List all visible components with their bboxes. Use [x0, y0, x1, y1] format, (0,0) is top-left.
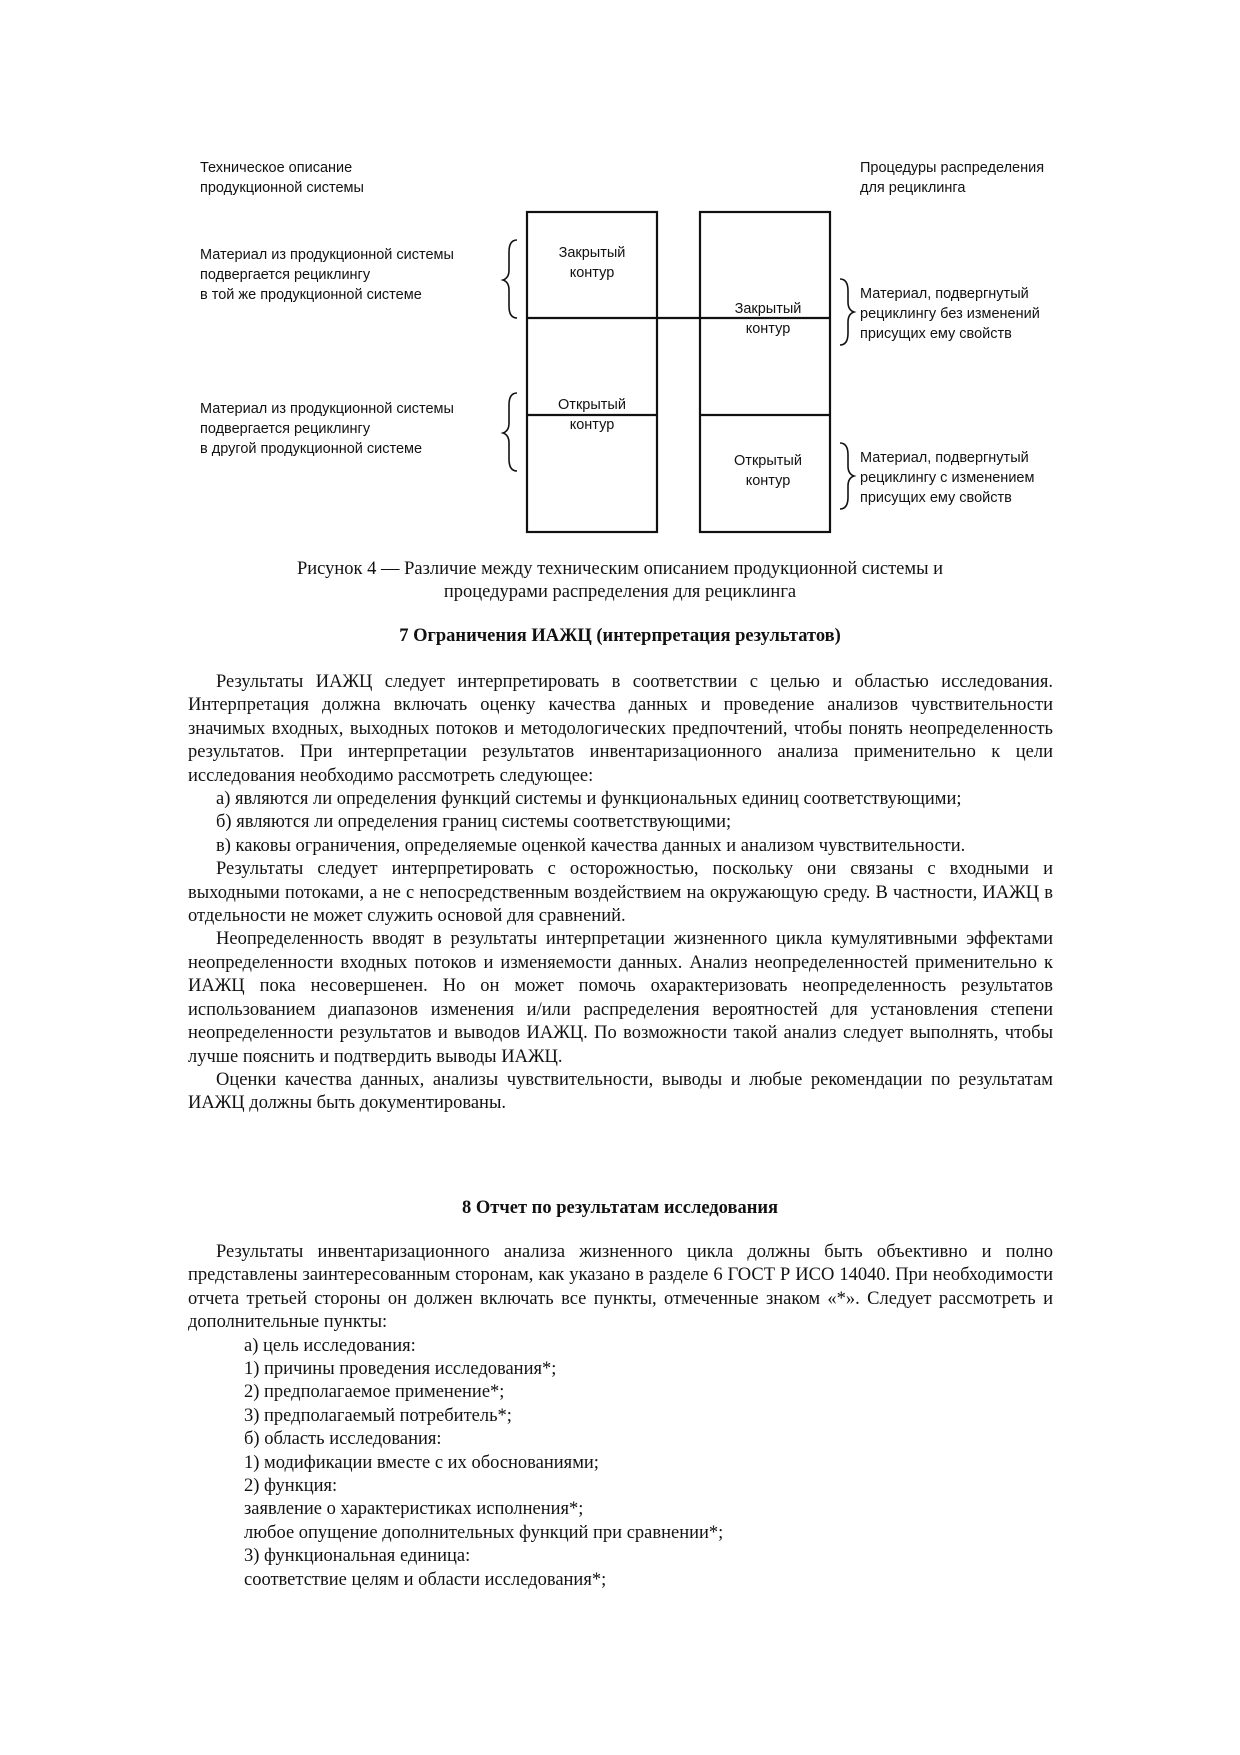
- s7-item-a: а) являются ли определения функций системы и функциональных единиц соответствующими;: [216, 789, 962, 810]
- s8-intro: Результаты инвентаризационного анализа жизненного цикла должны быть объективно и полно представлены заинтересованным сторонам, как указано в разделе 6 ГОСТ Р ИСО 14040. При необходимости отчета третьей стороны он должен включать все пункты, отмеченные знаком «*». Следует рассмотреть и дополнительные пункты:: [188, 1242, 1053, 1333]
- box-left-top-line-1: Закрытый: [558, 245, 626, 261]
- right-note-2-line-2: рециклингу с изменением: [860, 470, 1035, 486]
- left-title-line-2: продукционной системы: [200, 180, 364, 196]
- box-left-bottom-line-2: контур: [569, 417, 615, 433]
- list-item: 3) предполагаемый потребитель*;: [244, 1405, 512, 1426]
- right-note-1-line-3: присущих ему свойств: [860, 326, 1012, 342]
- left-note-2-line-1: Материал из продукционной системы: [200, 401, 454, 417]
- list-item: 1) модификации вместе с их обоснованиями;: [244, 1452, 599, 1473]
- section-8-title: 8 Отчет по результатам исследования: [461, 1198, 779, 1218]
- right-note-1-line-2: рециклингу без изменений: [860, 306, 1040, 322]
- right-note-1-line-1: Материал, подвергнутый: [860, 286, 1029, 302]
- s8-item-list: [188, 1335, 1053, 1592]
- list-item: 2) предполагаемое применение*;: [244, 1382, 505, 1403]
- box-right-top-line-2: контур: [745, 321, 791, 337]
- left-note-2-line-3: в другой продукционной системе: [200, 441, 423, 457]
- list-item: заявление о характеристиках исполнения*;: [244, 1499, 584, 1520]
- list-item: 3) функциональная единица:: [244, 1546, 471, 1567]
- box-right-top-line-1: Закрытый: [734, 301, 802, 317]
- s7-paragraph-4: Оценки качества данных, анализы чувствительности, выводы и любые рекомендации по результатам ИАЖЦ должны быть документированы.: [188, 1069, 1053, 1114]
- s7-paragraph-2: Результаты следует интерпретировать с осторожностью, поскольку они связаны с входными и выходными потоками, а не с непосредственным воздействием на окружающую среду. В частности, ИАЖЦ в отдельности не может служить основой для сравнений.: [188, 859, 1053, 927]
- right-brace-bottom: [840, 443, 854, 509]
- list-item: а) цель исследования:: [244, 1335, 416, 1356]
- box-left-top-line-2: контур: [569, 265, 615, 281]
- box-right-bottom-line-1: Открытый: [734, 453, 802, 469]
- right-note-2-line-3: присущих ему свойств: [860, 490, 1012, 506]
- box-right-bottom-line-2: контур: [745, 473, 791, 489]
- list-item: 2) функция:: [244, 1476, 338, 1497]
- left-note-1-line-1: Материал из продукционной системы: [200, 247, 454, 263]
- right-title-line-1: Процедуры распределения: [860, 160, 1045, 176]
- s7-paragraph-3: Неопределенность вводят в результаты интерпретации жизненного цикла кумулятивными эффектами неопределенности входных потоков и изменяемости данных. Анализ неопределенностей применительно к ИАЖЦ пока несовершенен. Но он может помочь охарактеризовать неопределенность результатов использованием диапазонов изменения и/или распределения вероятностей для установления степени неопределенности результатов и выводов ИАЖЦ. По возможности такой анализ следует выполнять, чтобы лучше пояснить и подтвердить выводы ИАЖЦ.: [188, 929, 1053, 1067]
- left-brace-top: [503, 240, 517, 318]
- right-brace-top: [840, 279, 854, 345]
- left-brace-bottom: [503, 393, 517, 471]
- left-note-2-line-2: подвергается рециклингу: [200, 421, 371, 437]
- list-item: соответствие целям и области исследования*;: [244, 1569, 607, 1590]
- right-note-2-line-1: Материал, подвергнутый: [860, 450, 1029, 466]
- section-8-body: [188, 1241, 1053, 1592]
- list-item: б) область исследования:: [244, 1429, 442, 1450]
- list-item: 1) причины проведения исследования*;: [244, 1359, 557, 1380]
- figure-caption: Рисунок 4 — Различие между техническим описанием продукционной системы и процедурами распределения для рециклинга: [296, 559, 944, 602]
- list-item: любое опущение дополнительных функций при сравнении*;: [244, 1522, 724, 1543]
- s7-item-c: в) каковы ограничения, определяемые оценкой качества данных и анализом чувствительности.: [216, 835, 966, 856]
- right-title-line-2: для рециклинга: [860, 180, 966, 196]
- left-note-1-line-3: в той же продукционной системе: [200, 287, 422, 303]
- left-note-1-line-2: подвергается рециклингу: [200, 267, 371, 283]
- s7-item-b: б) являются ли определения границ системы соответствующими;: [216, 812, 732, 833]
- section-7-title: 7 Ограничения ИАЖЦ (интерпретация результатов): [399, 626, 841, 646]
- box-left-bottom-line-1: Открытый: [558, 397, 626, 413]
- left-title-line-1: Техническое описание: [200, 160, 353, 176]
- section-7-body: [188, 671, 1053, 1116]
- s7-paragraph-1: Результаты ИАЖЦ следует интерпретировать в соответствии с целью и областью исследования. Интерпретация должна включать оценку качества данных и проведение анализов чувствительности значимых входных, выходных потоков и методологических предпочтений, чтобы понять неопределенность результатов. При интерпретации результатов инвентаризационного анализа применительно к цели исследования необходимо рассмотреть следующее:: [188, 672, 1053, 786]
- recycling-diagram: [0, 0, 1240, 560]
